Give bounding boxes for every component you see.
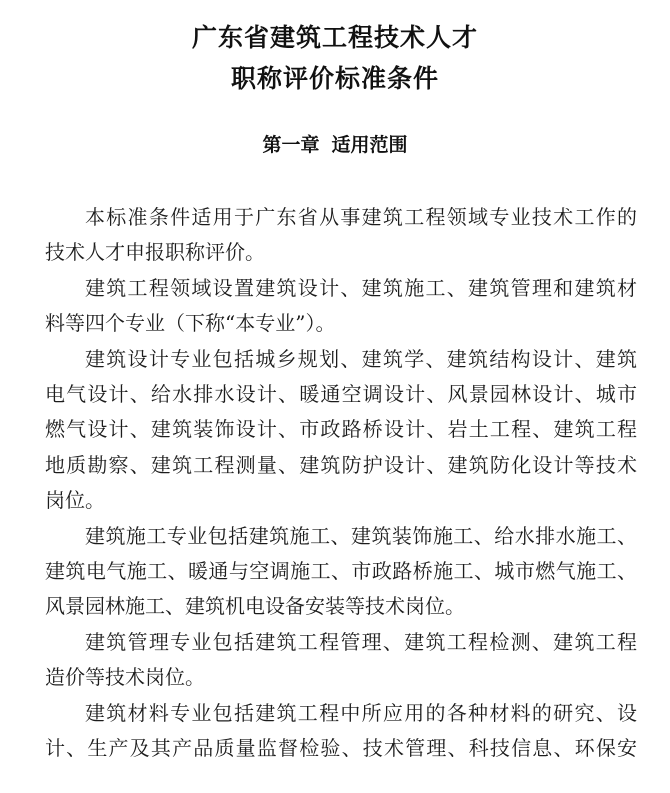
chapter-heading bbox=[0, 130, 670, 157]
paragraph-2 bbox=[45, 271, 637, 342]
paragraph-1 bbox=[45, 200, 637, 271]
paragraph-line: 建筑电气施工、暖通与空调施工、市政路桥施工、城市燃气施工、 bbox=[45, 559, 637, 584]
paragraph-line: 造价等技术岗位。 bbox=[45, 665, 205, 690]
paragraph-6 bbox=[45, 696, 637, 767]
paragraph-line: 地质勘察、建筑工程测量、建筑防护设计、建筑防化设计等技术 bbox=[45, 452, 637, 477]
paragraph-line: 电气设计、给水排水设计、暖通空调设计、风景园林设计、城市 bbox=[45, 382, 637, 407]
paragraph-line: 料等四个专业（下称“本专业”）。 bbox=[45, 311, 336, 336]
paragraph-line: 风景园林施工、建筑机电设备安装等技术岗位。 bbox=[45, 594, 465, 619]
paragraph-line: 燃气设计、建筑装饰设计、市政路桥设计、岩土工程、建筑工程 bbox=[45, 417, 637, 442]
paragraph-line: 建筑管理专业包括建筑工程管理、建筑工程检测、建筑工程 bbox=[85, 629, 637, 654]
chapter-title: 适用范围 bbox=[331, 134, 408, 156]
paragraph-line: 计、生产及其产品质量监督检验、技术管理、科技信息、环保安 bbox=[45, 736, 637, 761]
document-body bbox=[45, 200, 637, 767]
paragraph-4 bbox=[45, 519, 637, 625]
paragraph-line: 建筑工程领域设置建筑设计、建筑施工、建筑管理和建筑材 bbox=[85, 275, 637, 300]
paragraph-line: 本标准条件适用于广东省从事建筑工程领域专业技术工作的 bbox=[85, 205, 637, 229]
paragraph-5 bbox=[45, 625, 637, 696]
paragraph-line: 技术人才申报职称评价。 bbox=[45, 240, 265, 265]
paragraph-line: 建筑材料专业包括建筑工程中所应用的各种材料的研究、设 bbox=[85, 700, 637, 725]
paragraph-3 bbox=[45, 342, 637, 519]
paragraph-line: 建筑施工专业包括建筑施工、建筑装饰施工、给水排水施工、 bbox=[85, 523, 637, 548]
document-title-line-1: 广东省建筑工程技术人才 bbox=[191, 23, 478, 52]
paragraph-line: 岗位。 bbox=[45, 488, 105, 513]
chapter-number: 第一章 bbox=[262, 134, 320, 156]
document-title-line-2: 职称评价标准条件 bbox=[230, 64, 439, 93]
paragraph-line: 建筑设计专业包括城乡规划、建筑学、建筑结构设计、建筑 bbox=[85, 346, 637, 371]
